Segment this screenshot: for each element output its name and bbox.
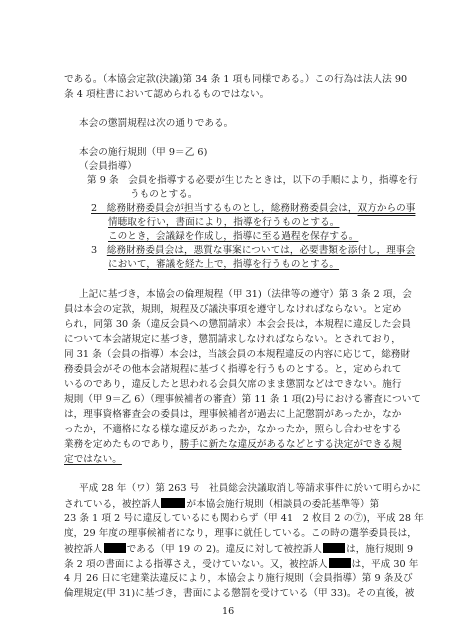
- article-9-clause-3: [91, 245, 415, 257]
- para2-line-10: ったか，不適格になる様な違反があったか，なかったか，照らし合わせをする: [64, 424, 402, 435]
- clause-3-number: 3: [91, 245, 107, 256]
- para3-line-5-start: 被控訴人: [64, 544, 103, 555]
- para3-line-2-start: されている，被控訴人: [64, 499, 161, 510]
- article-9-clause-2-cont: 情聴取を行い，書面により，指導を行うものとする。: [108, 217, 340, 228]
- article-9-clause-2: [91, 203, 415, 215]
- para2-line-7: いるのであり，違反したと思われる会員欠席のまま懲罰などはできない。施行: [64, 379, 402, 390]
- para2-line-1: 上記に基づき，本協会の倫理規程（甲 31)（法律等の遵守）第 3 条 2 項，会: [79, 289, 412, 300]
- para3-line-5-mid: である（甲 19 の 2)。違反に対して被控訴人: [126, 544, 323, 555]
- para2-line-6: 務委員会がその他本会諸規程に基づく指導を行うものとする。と，定められて: [64, 364, 402, 375]
- article-9-clause-2-record: このとき，会議録を作成し，指導に至る過程を保存する。: [108, 231, 359, 242]
- para3-line-4: 度，29 年度の理事候補者になり，理事に就任している。この時の選挙委員長は，: [64, 528, 417, 539]
- para2-line-3: られ，同第 30 条（違反会員への懲罰請求）本会会長は，本規程に違反した会員: [64, 319, 411, 330]
- para2-line-11: [64, 439, 402, 451]
- article-9-clause-3-cont: において，審議を経た上で，指導を行うものとする。: [108, 259, 340, 270]
- article-9-clause-1: 第 9 条 会員を指導する必要が生じたときは，以下の手順により，指導を行: [87, 175, 418, 186]
- para2-line-12: 定ではない。: [64, 454, 122, 465]
- para3-line-5: [64, 543, 413, 556]
- para2-line-11-text: 業務を定めたものであり，: [64, 439, 180, 450]
- redaction-bar: [104, 543, 126, 553]
- para3-line-1: 平成 28 年（ワ）第 263 号 社員総会決議取消し等請求事件に於いて明らかに: [79, 483, 422, 494]
- para3-line-6: [64, 558, 418, 571]
- para3-line-7: 4 月 26 日に宅建業法違反により，本協会より施行規則（会員指導）第 9 条及び: [64, 573, 413, 584]
- intro-line-2: 条 4 項柱書において認められるものではない。: [64, 89, 270, 100]
- para2-line-9: は，理事資格審査会の委員は，理事候補者が過去に上記懲罰があったか，なか: [64, 409, 402, 420]
- redaction-bar: [161, 498, 185, 508]
- para3-line-2: [64, 498, 379, 511]
- para3-line-6-start: 条 2 項の書面による指導さえ，受けていない。又，被控訴人: [64, 559, 328, 570]
- para3-line-2-end: が本協会施行規則（相談員の委託基準等）第: [186, 499, 380, 510]
- para3-line-3: 23 条 1 項 2 号に違反しているにも関わらず（甲 41 2 枚目 2 の⑦)，平成 28 年: [64, 513, 424, 524]
- article-9-clause-1-cont: うものとする。: [130, 189, 198, 200]
- para2-line-2: 員は本会の定款，規則，規程及び議決事項を遵守しなければならない。と定め: [64, 304, 402, 315]
- para3-line-5-end: は，施行規則 9: [346, 544, 414, 555]
- clause-3-text: 総務財務委員会は，悪質な事案については，必要書類を添付し，理事会: [106, 245, 416, 256]
- clause-2-text: 2 総務財務委員会が担当するものとし，総務財務委員会は，: [91, 203, 358, 214]
- para3-line-6-end: は，平成 30 年: [351, 559, 419, 570]
- para3-line-8: 倫理規定(甲 31)に基づき，書面による懲罰を受けている（甲 33)。その直後，被: [64, 588, 415, 599]
- lead-text: 本会の懲罰規程は次の通りである。: [79, 118, 234, 129]
- para2-line-8: 規則（甲 9＝乙 6）（理事候補者の審査）第 11 条 1 項(2)号における審査について: [64, 394, 422, 405]
- intro-line-1: である。（本協会定款(決議)第 34 条 1 項も同様である。）この行為は法人法 90: [64, 74, 408, 85]
- redaction-bar: [329, 558, 351, 568]
- redaction-bar: [323, 543, 345, 553]
- para2-line-4: について本会諸規定に基づき，懲罰請求しなければならない。とされており，: [64, 334, 401, 345]
- rule-section-heading: （会員指導）: [79, 161, 137, 172]
- rule-title: 本会の施行規則（甲 9＝乙 6): [79, 147, 208, 158]
- clause-2-emphasis: 双方からの事: [357, 203, 416, 214]
- para2-emphasis: 勝手に新たな違反があるなどとする決定ができる規: [179, 439, 402, 450]
- para2-line-5: 同 31 条（会員の指導）本会は，当該会員の本規程違反の内容に応じて，総務財: [64, 349, 411, 360]
- page-number: 16: [222, 606, 235, 617]
